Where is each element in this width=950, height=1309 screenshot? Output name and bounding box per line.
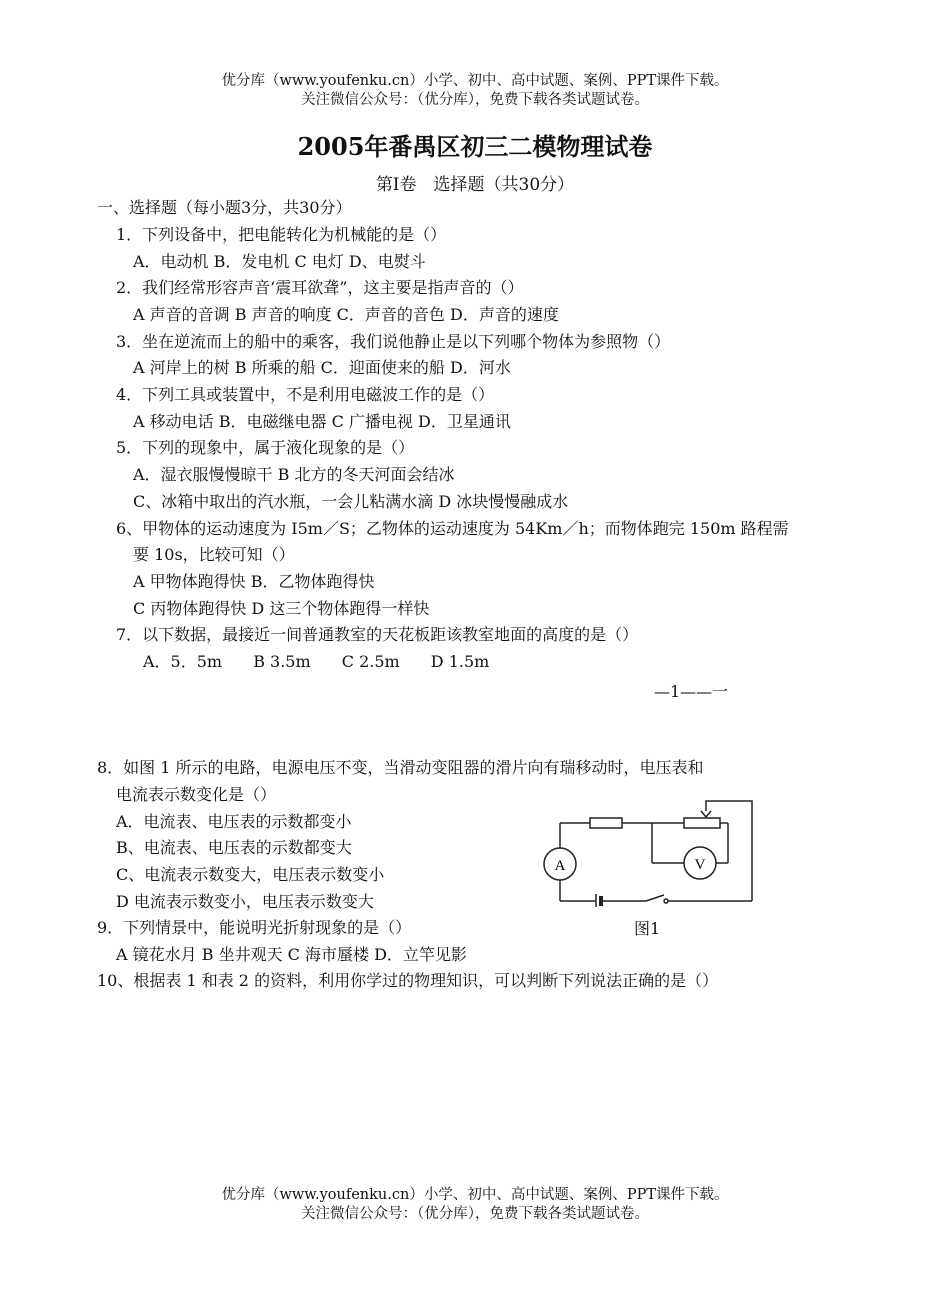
section-heading: 一、选择题（每小题3分，共30分）: [97, 198, 352, 217]
exam-subtitle: 第I卷 选择题（共30分）: [375, 175, 575, 195]
circuit-diagram: [538, 797, 758, 907]
exam-title: 2005年番禺区初三二模物理试卷: [297, 132, 653, 161]
page-footer: [0, 1186, 950, 1224]
question-8-option-b: B、电流表、电压表的示数都变大: [116, 838, 352, 857]
header-line-2: 关注微信公众号：（优分库），免费下载各类试题试卷。: [301, 92, 649, 108]
question-5-options-1: A．湿衣服慢慢晾干 B 北方的冬天河面会结冰: [133, 465, 455, 484]
question-1-stem: 1．下列设备中，把电能转化为机械能的是（）: [116, 225, 447, 244]
slider-wire: [706, 801, 752, 857]
question-7-option-a: A．5．5m: [143, 652, 223, 671]
question-8-option-d: D 电流表示数变小，电压表示数变大: [116, 892, 374, 911]
figure-label: 图1: [634, 919, 661, 938]
question-6-options-1: A 甲物体跑得快 B．乙物体跑得快: [133, 572, 375, 591]
question-2-options: A 声音的音调 B 声音的响度 C．声音的音色 D．声音的速度: [133, 305, 559, 324]
question-4-stem: 4．下列工具或装置中，不是利用电磁波工作的是（）: [116, 385, 495, 404]
question-7-option-b: B 3.5m: [253, 652, 311, 671]
switch-contact: [664, 899, 668, 903]
rheostat-icon: [684, 818, 720, 828]
question-9-stem: 9．下列情景中，能说明光折射现象的是（）: [97, 918, 412, 937]
header-line-1: 优分库（www.youfenku.cn）小学、初中、高中试题、案例、PPT课件下载。: [221, 73, 729, 89]
voltmeter-label: V: [694, 857, 706, 873]
switch-icon: [646, 895, 664, 901]
page-header: [0, 72, 950, 110]
question-5-options-2: C、冰箱中取出的汽水瓶，一会儿粘满水滴 D 冰块慢慢融成水: [133, 492, 569, 511]
resistor-icon: [590, 818, 622, 828]
question-8-option-a: A．电流表、电压表的示数都变小: [116, 812, 352, 831]
slider-arrow-icon: [701, 811, 711, 817]
page-number: —1——一: [654, 682, 729, 701]
ammeter-label: A: [554, 858, 566, 874]
question-6-options-2: C 丙物体跑得快 D 这三个物体跑得一样快: [133, 599, 430, 618]
question-5-stem: 5．下列的现象中，属于液化现象的是（）: [116, 438, 415, 457]
question-3-options: A 河岸上的树 B 所乘的船 C．迎面使来的船 D．河水: [133, 358, 511, 377]
question-7-stem: 7．以下数据，最接近一间普通教室的天花板距该教室地面的高度的是（）: [116, 625, 639, 644]
footer-line-1: 优分库（www.youfenku.cn）小学、初中、高中试题、案例、PPT课件下载。: [221, 1187, 729, 1203]
question-7-options: [143, 651, 515, 673]
footer-line-2: 关注微信公众号：（优分库），免费下载各类试题试卷。: [301, 1206, 649, 1222]
question-6-stem-1: 6、甲物体的运动速度为 I5m／S；乙物体的运动速度为 54Km／h；而物体跑完 150m 路程需: [116, 519, 789, 538]
question-9-options: A 镜花水月 B 坐井观天 C 海市蜃楼 D．立竿见影: [116, 945, 467, 964]
question-4-options: A 移动电话 B．电磁继电器 C 广播电视 D．卫星通讯: [133, 412, 511, 431]
question-10-stem: 10、根据表 1 和表 2 的资料，利用你学过的物理知识，可以判断下列说法正确的是（）: [97, 971, 719, 990]
question-6-stem-2: 要 10s，比较可知（）: [133, 545, 295, 564]
question-8-stem-1: 8．如图 1 所示的电路，电源电压不变，当滑动变阻器的滑片向有瑞移动时，电压表和: [97, 758, 704, 777]
question-2-stem: 2．我们经常形容声音‘震耳欲聋”，这主要是指声音的（）: [116, 278, 524, 297]
question-8-stem-2: 电流表示数变化是（）: [116, 785, 277, 804]
question-7-option-c: C 2.5m: [341, 652, 400, 671]
question-1-options: A．电动机 B．发电机 C 电灯 D、电熨斗: [133, 252, 426, 271]
question-8-option-c: C、电流表示数变大，电压表示数变小: [116, 865, 385, 884]
question-3-stem: 3．坐在逆流而上的船中的乘客，我们说他静止是以下列哪个物体为参照物（）: [116, 332, 671, 351]
question-7-option-d: D 1.5m: [430, 652, 490, 671]
